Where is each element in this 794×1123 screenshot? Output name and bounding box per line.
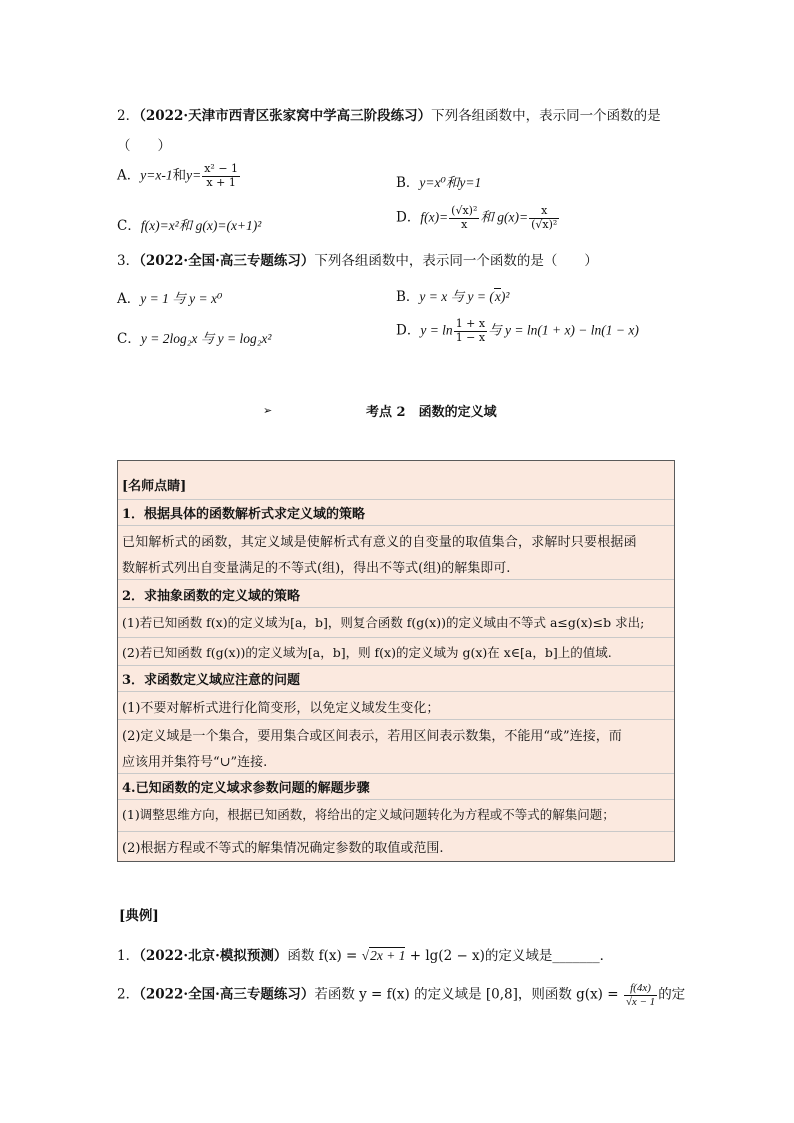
option-text: y = 1 与 y = x⁰	[140, 291, 223, 306]
option-b[interactable]	[396, 171, 481, 191]
option-text: 与 y = ln(1 + x) − ln(1 − x)	[488, 322, 639, 338]
divider	[118, 691, 674, 692]
tips-line: 应该用并集符号“∪”连接.	[122, 755, 268, 770]
divider	[118, 831, 674, 832]
divider	[118, 525, 674, 526]
divider	[118, 773, 674, 774]
tips-line: (2)若已知函数 f(g(x))的定义域为[a，b]，则 f(x)的定义域为 g(x)在 x∈[a，b]上的值域.	[122, 645, 612, 660]
section-arrow-icon: ➢	[263, 404, 273, 417]
option-label: A．	[117, 291, 141, 307]
tips-line: 已知解析式的函数，其定义域是使解析式有意义的自变量的取值集合，求解时只要根据函	[122, 535, 637, 550]
tips-header: [名师点睛]	[122, 479, 187, 494]
question-text: 下列各组函数中，表示同一个函数的是（ ）	[314, 253, 598, 269]
option-d[interactable]	[396, 205, 560, 231]
option-label: B．	[396, 289, 420, 305]
divider	[118, 499, 674, 500]
examples-header: [典例]	[119, 908, 159, 924]
tips-line: 数解析式列出自变量满足的不等式(组)，得出不等式(组)的解集即可.	[122, 561, 511, 576]
option-label: A．	[117, 167, 141, 184]
option-c[interactable]	[117, 327, 271, 347]
tips-line: 1．根据具体的函数解析式求定义域的策略	[122, 507, 366, 522]
fraction	[529, 205, 559, 231]
option-text: y = ln	[420, 322, 453, 338]
tips-line: 3．求函数定义域应注意的问题	[122, 673, 301, 688]
tips-line: 4.已知函数的定义域求参数问题的解题步骤	[122, 781, 370, 796]
option-text: 和 g(x)=	[480, 209, 529, 225]
answer-paren: （ ）	[117, 138, 171, 154]
denominator: (√x)²	[531, 217, 558, 231]
sqrt-radicand: x	[494, 289, 501, 304]
question-text: 函数 f(x) =	[287, 948, 362, 964]
question-text: + lg(2 − x)的定义域是_______．	[405, 948, 614, 964]
example-2	[117, 982, 685, 1008]
option-c[interactable]	[117, 214, 261, 234]
option-label: C．	[117, 218, 141, 234]
question-number: 1．	[117, 948, 140, 964]
tips-box	[117, 460, 675, 862]
option-text: f(x)=x²和 g(x)=(x+1)²	[140, 218, 262, 233]
tips-line: (1)若已知函数 f(x)的定义域为[a，b]，则复合函数 f(g(x))的定义域由不等式 a≤g(x)≤b 求出;	[122, 615, 645, 630]
question-text: 的定	[658, 986, 686, 1003]
divider	[118, 799, 674, 800]
numerator: x² − 1	[204, 162, 239, 175]
option-label: D．	[396, 209, 421, 226]
question-text: 若函数 y = f(x) 的定义域是 [0,8]，则函数 g(x) =	[314, 986, 623, 1003]
question-number: 3．	[117, 253, 140, 269]
option-text: y = 2log₂x 与 y = log₂x²	[140, 331, 272, 346]
tips-line: (2)定义域是一个集合，要用集合或区间表示，若用区间表示数集，不能用“或”连接，而	[122, 729, 622, 744]
option-a[interactable]	[117, 163, 241, 189]
example-1: 1．（2022·北京·模拟预测）函数 f(x) = √2x + 1 + lg(2 − x)的定义域是_______．	[117, 948, 614, 964]
question-source: （2022·全国·高三专题练习）	[139, 986, 315, 1003]
tips-line: (2)根据方程或不等式的解集情况确定参数的取值或范围.	[122, 841, 444, 856]
denominator: x + 1	[206, 175, 236, 189]
numerator: f(4x)	[624, 982, 657, 996]
fraction	[454, 318, 487, 344]
fraction	[449, 205, 479, 231]
question-source: （2022·天津市西青区张家窝中学高三阶段练习）	[139, 108, 432, 124]
numerator: 1 + x	[455, 317, 486, 330]
numerator: x	[529, 205, 559, 219]
fraction	[624, 982, 657, 1008]
sqrt-radicand: 2x + 1	[370, 948, 406, 963]
option-text: y=x⁰和y=1	[419, 175, 482, 190]
numerator: (√x)²	[451, 204, 478, 217]
option-d[interactable]	[396, 318, 639, 344]
denominator: √x − 1	[625, 995, 656, 1008]
question-text: 下列各组函数中，表示同一个函数的是	[431, 108, 661, 124]
option-text: 和	[172, 167, 187, 184]
option-text: y = x 与 y = (	[419, 289, 494, 304]
tips-line: (1)不要对解析式进行化简变形，以免定义域发生变化；	[122, 701, 440, 716]
question-2-stem	[117, 104, 661, 124]
option-text: y=	[186, 167, 202, 183]
question-number: 2．	[117, 108, 140, 124]
question-3-stem	[117, 249, 598, 269]
section-title: 考点 2 函数的定义域	[366, 405, 497, 420]
denominator: x	[461, 217, 468, 231]
tips-line: (1)调整思维方向，根据已知函数，将给出的定义域问题转化为方程或不等式的解集问题；	[122, 807, 615, 822]
divider	[118, 637, 674, 638]
fraction	[202, 163, 240, 189]
divider	[118, 665, 674, 666]
option-text: y=x-1	[140, 167, 173, 183]
option-b[interactable]	[396, 285, 509, 305]
option-text: )²	[500, 289, 510, 304]
divider	[118, 579, 674, 580]
option-label: C．	[117, 331, 141, 347]
tips-line: 2．求抽象函数的定义域的策略	[122, 589, 301, 604]
option-label: B．	[396, 175, 420, 191]
option-label: D．	[396, 322, 421, 339]
question-source: （2022·北京·模拟预测）	[139, 948, 288, 964]
divider	[118, 719, 674, 720]
denominator: 1 − x	[455, 330, 486, 344]
divider	[118, 607, 674, 608]
option-a[interactable]	[117, 287, 222, 307]
question-source: （2022·全国·高三专题练习）	[139, 253, 315, 269]
option-text: f(x)=	[420, 209, 449, 225]
question-number: 2．	[117, 986, 140, 1003]
